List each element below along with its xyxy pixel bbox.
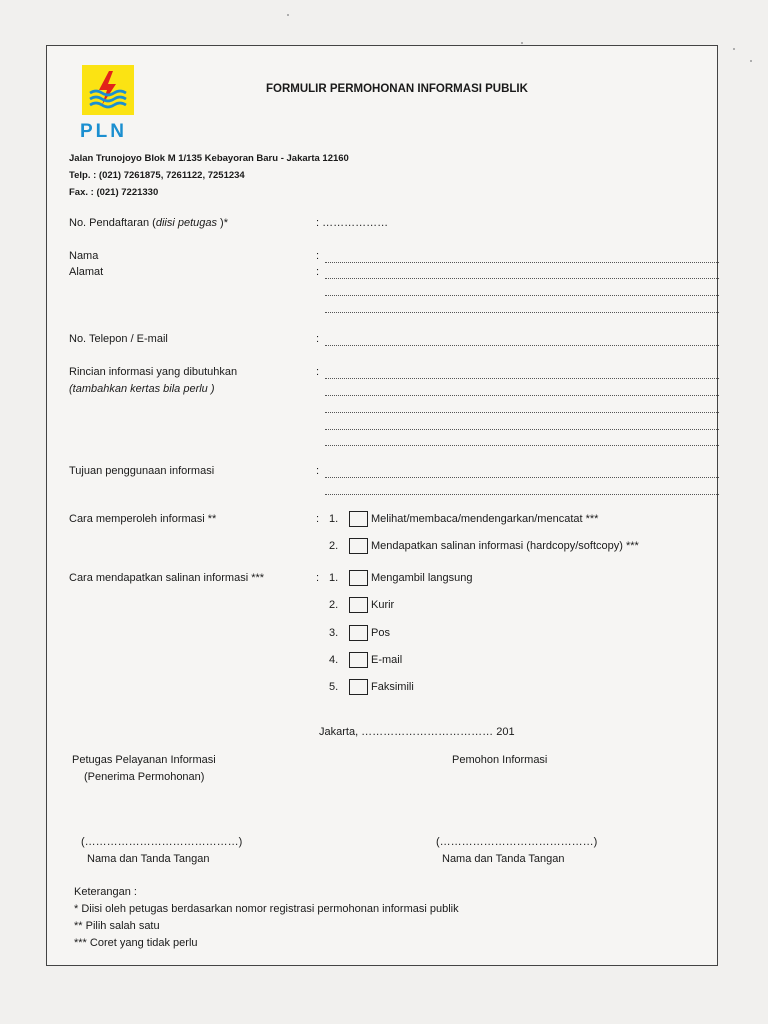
petugas-subtitle: (Penerima Permohonan) xyxy=(84,771,205,783)
rincian-field-line[interactable] xyxy=(325,429,719,430)
scan-speck xyxy=(733,48,735,50)
rincian-label: Rincian informasi yang dibutuhkan xyxy=(69,366,238,378)
salinan-option-label: Mendapatkan salinan informasi (hardcopy/softcopy) *** xyxy=(371,540,639,552)
telp-line: Telp. : (021) 7261875, 7261122, 7251234 xyxy=(69,170,245,181)
email-checkbox[interactable] xyxy=(349,652,368,668)
mengambil-option-label: Mengambil langsung xyxy=(371,572,473,584)
telepon-label: No. Telepon / E-mail xyxy=(69,333,168,345)
faksimili-checkbox[interactable] xyxy=(349,679,368,695)
scan-speck xyxy=(287,14,289,16)
pemohon-signature-blank[interactable]: (……………………………………) xyxy=(436,836,598,848)
kurir-checkbox[interactable] xyxy=(349,597,368,613)
nama-colon: : xyxy=(316,250,320,262)
option-number: 5. xyxy=(329,681,339,693)
salinan-checkbox[interactable] xyxy=(349,538,368,554)
alamat-colon: : xyxy=(316,266,320,278)
rincian-note: (tambahkan kertas bila perlu ) xyxy=(69,383,215,395)
petugas-signature-caption: Nama dan Tanda Tangan xyxy=(87,853,210,865)
melihat-option-label: Melihat/membaca/mendengarkan/mencatat *** xyxy=(371,513,599,525)
fax-line: Fax. : (021) 7221330 xyxy=(69,187,159,198)
scan-speck xyxy=(750,60,752,62)
pemohon-signature-caption: Nama dan Tanda Tangan xyxy=(442,853,565,865)
cara-memperoleh-colon: : xyxy=(316,513,320,525)
form-title: FORMULIR PERMOHONAN INFORMASI PUBLIK xyxy=(266,83,528,95)
alamat-field-line[interactable] xyxy=(325,295,719,296)
tujuan-field-line[interactable] xyxy=(325,494,719,495)
scan-speck xyxy=(521,42,523,44)
cara-memperoleh-label: Cara memperoleh informasi ** xyxy=(69,513,217,525)
rincian-field-line[interactable] xyxy=(325,395,719,396)
pemohon-title: Pemohon Informasi xyxy=(452,754,548,766)
place-date: Jakarta, ……………………………… 201 xyxy=(319,726,515,738)
registration-label: No. Pendaftaran (diisi petugas )* xyxy=(69,217,228,229)
alamat-label: Alamat xyxy=(69,266,104,278)
mengambil-checkbox[interactable] xyxy=(349,570,368,586)
alamat-field-line[interactable] xyxy=(325,312,719,313)
lightning-icon xyxy=(82,65,134,115)
tujuan-colon: : xyxy=(316,465,320,477)
rincian-field-line[interactable] xyxy=(325,445,719,446)
nama-field[interactable] xyxy=(325,262,719,263)
option-number: 2. xyxy=(329,599,339,611)
address-line: Jalan Trunojoyo Blok M 1/135 Kebayoran Baru - Jakarta 12160 xyxy=(69,153,349,164)
petugas-title: Petugas Pelayanan Informasi xyxy=(72,754,216,766)
rincian-field-line[interactable] xyxy=(325,378,719,379)
note-item: * Diisi oleh petugas berdasarkan nomor registrasi permohonan informasi publik xyxy=(74,903,459,915)
melihat-checkbox[interactable] xyxy=(349,511,368,527)
tujuan-label: Tujuan penggunaan informasi xyxy=(69,465,215,477)
pos-option-label: Pos xyxy=(371,627,390,639)
faksimili-option-label: Faksimili xyxy=(371,681,414,693)
note-item: ** Pilih salah satu xyxy=(74,920,160,932)
rincian-field-line[interactable] xyxy=(325,412,719,413)
cara-mendapatkan-label: Cara mendapatkan salinan informasi *** xyxy=(69,572,265,584)
logo-text: PLN xyxy=(80,121,127,142)
rincian-colon: : xyxy=(316,366,320,378)
kurir-option-label: Kurir xyxy=(371,599,395,611)
pln-logo xyxy=(82,65,134,115)
telepon-colon: : xyxy=(316,333,320,345)
registration-value: : ……………… xyxy=(316,217,389,229)
petugas-signature-blank[interactable]: (……………………………………) xyxy=(81,836,243,848)
tujuan-field-line[interactable] xyxy=(325,477,719,478)
form-sheet xyxy=(46,45,718,966)
telepon-field[interactable] xyxy=(325,345,719,346)
option-number: 4. xyxy=(329,654,339,666)
email-option-label: E-mail xyxy=(371,654,403,666)
option-number: 1. xyxy=(329,572,339,584)
alamat-field-line[interactable] xyxy=(325,278,719,279)
pos-checkbox[interactable] xyxy=(349,625,368,641)
notes-heading: Keterangan : xyxy=(74,886,137,898)
option-number: 3. xyxy=(329,627,339,639)
nama-label: Nama xyxy=(69,250,99,262)
note-item: *** Coret yang tidak perlu xyxy=(74,937,198,949)
option-number: 2. xyxy=(329,540,339,552)
cara-mendapatkan-colon: : xyxy=(316,572,320,584)
option-number: 1. xyxy=(329,513,339,525)
